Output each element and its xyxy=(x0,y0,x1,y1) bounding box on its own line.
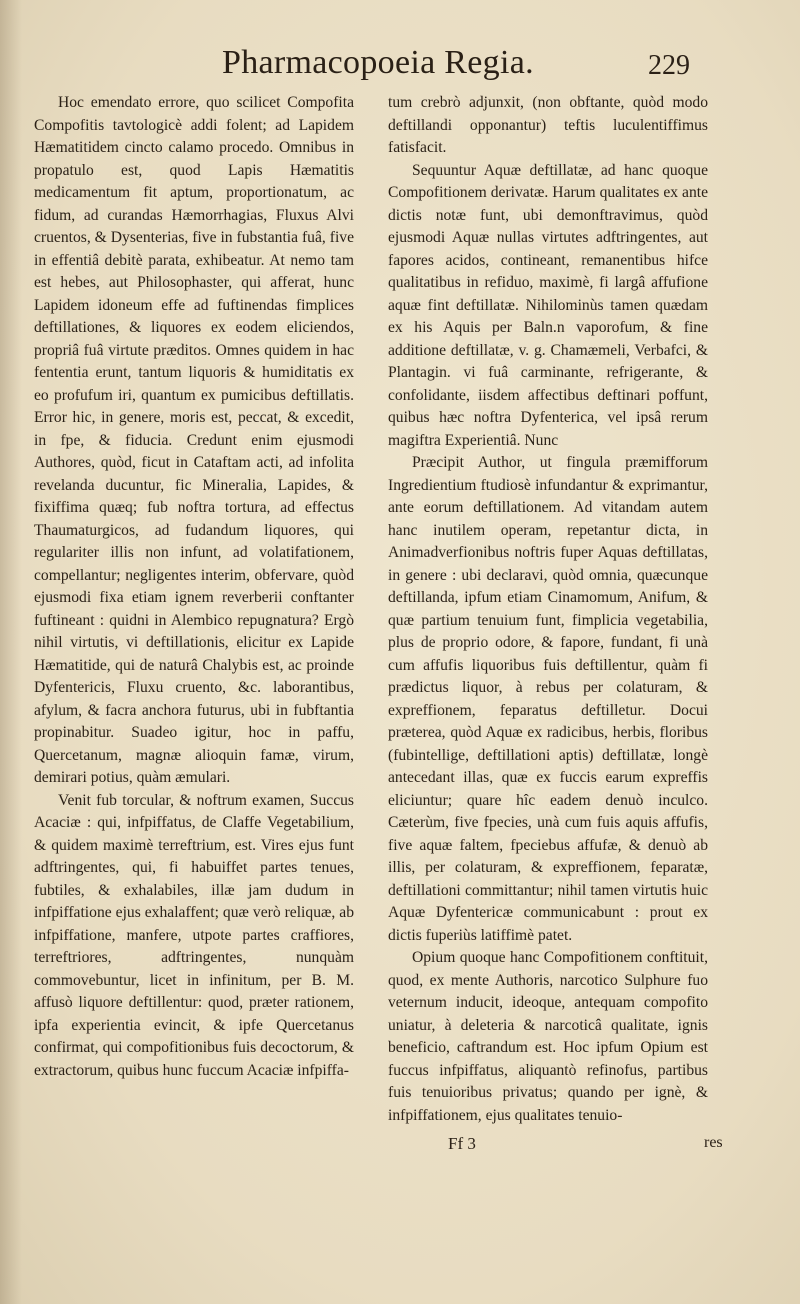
binding-gutter xyxy=(0,0,22,1304)
right-column xyxy=(388,92,708,1127)
right-paragraph-2: Sequuntur Aquæ deftillatæ, ad hanc quoque Compofitionem derivatæ. Harum qualitates ex ante dictis notæ funt, ubi demonftravimus, quòd ejusmodi Aquæ nullas virtutes adftringentes, aut fapores acidos, contineant, remanentibus hifce qualitatibus in refiduo, maximè, fi largâ affufione aquæ fint deftillatæ. Nihilominùs tamen quædam ex his Aquis per Baln.n vaporofum, & fine additione deftillatæ, v. g. Chamæmeli, Verbafci, & Plantagin. vi fuâ carminante, refrigerante, & confolidante, iisdem affectibus deftinari poffunt, quibus hæc noftra Dyfenterica, vel ipsâ rerum magiftra Experientiâ. Nunc xyxy=(388,161,708,449)
right-paragraph-1: tum crebrò adjunxit, (non obftante, quòd modo deftillandi opponantur) teftis luculentiffimus fatisfacit. xyxy=(388,94,708,156)
catchword: res xyxy=(704,1134,723,1151)
signature-mark: Ff 3 xyxy=(448,1134,476,1153)
left-paragraph-2: Venit fub torcular, & noftrum examen, Succus Acaciæ : qui, infpiffatus, de Claffe Vegetabilium, & quidem maximè terreftrium, est. Vires ejus funt adftringentes, qui, fi habuiffet partes tenues, fubtiles, & exhalabiles, illæ jam dudum in infpiffatione ejus exhalaffent; quæ verò reliquæ, ab infpiffatione, manfere, utpote partes craffiores, terreftriores, adftringentes, nunquàm commovebuntur, licet in infinitum, per B. M. affusò liquore deftillentur: quod, præter rationem, ipfa experientia evincit, & ipfe Quercetanus confirmat, qui compofitionibus fuis decoctorum, & extractorum, quibus hunc fuccum Acaciæ infpiffa- xyxy=(34,791,354,1079)
running-title: Pharmacopoeia Regia. xyxy=(222,44,534,81)
page-number: 229 xyxy=(648,50,690,81)
left-paragraph-1: Hoc emendato errore, quo scilicet Compofita Compofitis tavtologicè addi folent; ad Lapidem Hæmatitidem cincto calamo procedo. Omnibus in propatulo est, quod Lapis Hæmatitis medicamentum fit aptum, proportionatum, ac fidum, ad curandas Hæmorrhagias, Fluxus Alvi cruentos, & Dysenterias, five in fubstantia fuâ, five in effentiâ debitè parata, exhibeatur. At nemo tam est hebes, aut Philosophaster, qui afferat, hunc Lapidem idoneum effe ad fuftinendas fimplices deftillationes, & liquores ex eodem eliciendos, propriâ fuâ virtute præditos. Omnes quidem in hac fententia erunt, tantum liquoris & humiditatis ex eo profufum iri, quantum ex pumicibus deftillatis. Error hic, in genere, moris est, peccat, & excedit, in fpe, & fiducia. Credunt enim ejusmodi Authores, quòd, ficut in Cataftam acti, ad infolita revelanda ducuntur, fic Mineralia, Lapides, & fixiffima quæq; fub noftra tortura, ad effectus Thaumaturgicos, ad fudandum liquores, qui regulariter illis non infunt, ad volatifationem, compellantur; negligentes interim, obfervare, quòd ejusmodi fixa etiam ignem reverberii conftanter fuftineant : quidni in Alembico repugnatura? Ergò nihil virtutis, vi deftillationis, elicitur ex Lapide Hæmatitide, qui de naturâ Chalybis est, ac proinde Dyfentericis, Fluxu cruento, &c. laborantibus, afylum, & facra anchora futurus, ubi in fubftantia propinabitur. Suadeo igitur, hoc in paffu, Quercetanum, magnæ alioquin famæ, virum, demirari potius, quàm æmulari. xyxy=(34,94,354,786)
page-header xyxy=(0,44,800,92)
left-column xyxy=(34,92,354,1082)
right-paragraph-4: Opium quoque hanc Compofitionem conftituit, quod, ex mente Authoris, narcotico Sulphure fuo veternum inducit, ideoque, antequam compofito uniatur, à deleteria & narcoticâ qualitate, ignis beneficio, caftrandum est. Hoc ipfum Opium est fuccus infpiffatus, aliquantò refinofus, partibus fuis tenuioribus privatus; quando per ignè, & infpiffationem, ejus qualitates tenuio- xyxy=(388,949,708,1124)
right-paragraph-3: Præcipit Author, ut fingula præmifforum Ingredientium ftudiosè infundantur & exprimantur, ante eorum deftillationem. Ad vitandam autem hanc inutilem operam, repetantur dicta, in Animadverfionibus noftris fuper Aquas deftillatas, in genere : ubi declaravi, quòd omnia, quæcunque deftillanda, ipfum etiam Cinamomum, Anifum, & quæ partium tenuium funt, fimplicia vegetabilia, plus de proprio odore, & fapore, fundant, fi unà cum affufis liquoribus fuis deftillentur, quàm fi prædictus liquor, à rebus per colaturam, & expreffionem, feparatus deftilletur. Docui præterea, quòd Aquæ ex radicibus, herbis, floribus (fubintellige, deftillationi aptis) deftillatæ, longè antecedant illas, quæ ex fuccis earum expreffis eliciuntur; quare hîc eadem denuò inculco. Cæterùm, five fpecies, unà cum fuis aquis affufis, five aquæ faltem, fpeciebus affufæ, & denuò ab illis, per colaturam, & expreffionem, feparatæ, deftillationi committantur; nihil tamen virtutis huic Aquæ Dyfentericæ communicabunt : prout ex dictis fuperiùs latiffimè patet. xyxy=(388,454,708,944)
